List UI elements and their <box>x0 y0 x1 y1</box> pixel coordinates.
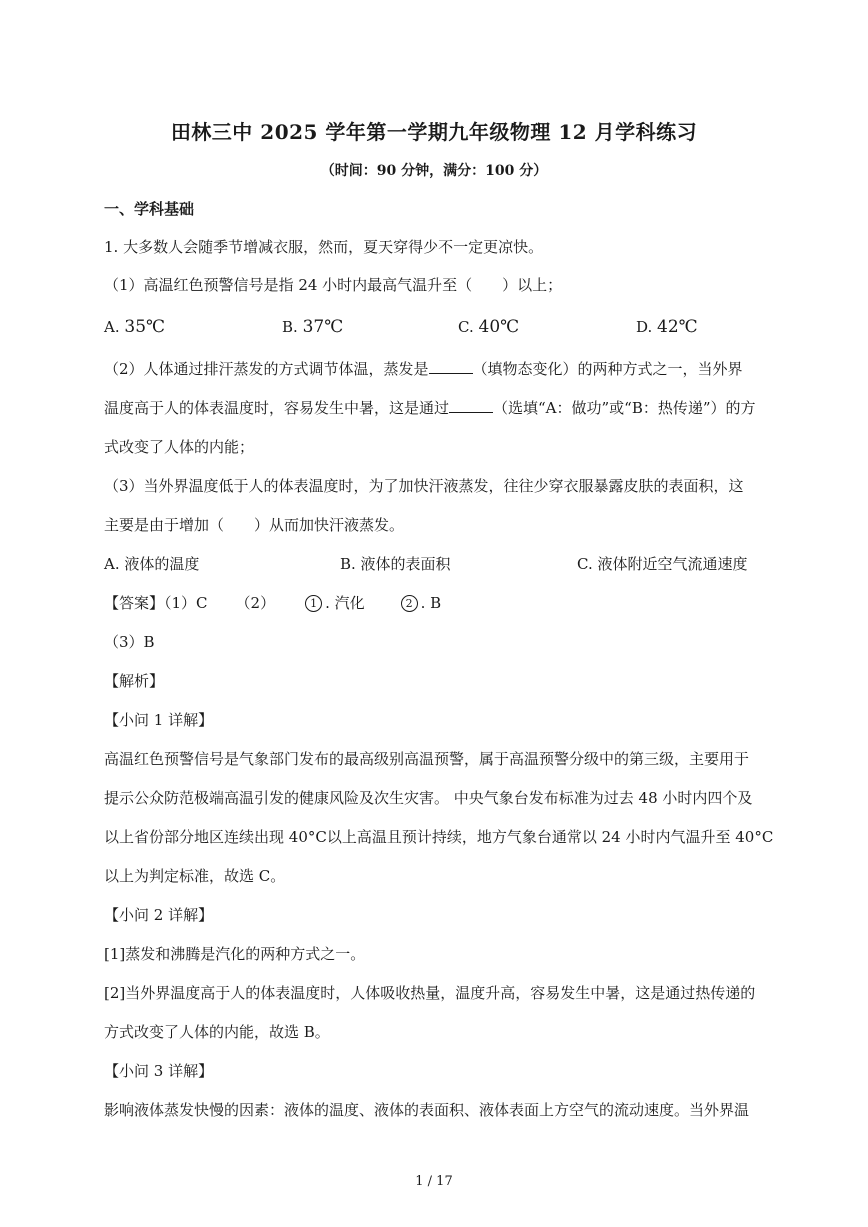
text-fragment: （选填“A：做功”或“B：热传递”）的方 <box>493 399 756 417</box>
option-letter: B. <box>282 318 298 336</box>
answer-sub-1: . 汽化 <box>325 594 365 612</box>
text-fragment: 温度高于人的体表温度时，容易发生中暑，这是通过 <box>104 399 450 417</box>
analysis-text: 方式改变了人体的内能，故选 B。 <box>104 1023 330 1041</box>
analysis-text: 高温红色预警信号是气象部门发布的最高级别高温预警，属于高温预警分级中的第三级，主要用于 <box>104 750 750 768</box>
option-value: 40℃ <box>478 317 520 337</box>
option-letter: A. <box>104 318 120 336</box>
circled-number: 2 <box>401 595 418 612</box>
option-b <box>282 316 343 338</box>
text-fragment: （2）人体通过排汗蒸发的方式调节体温，蒸发是 <box>104 360 429 378</box>
answer-line <box>104 592 764 614</box>
analysis-heading-1: 【小问 1 详解】 <box>104 711 214 729</box>
sub-question-2-line <box>104 397 764 419</box>
answer-part-3: （3）B <box>104 633 155 651</box>
option-c <box>458 316 519 338</box>
option-a <box>104 316 165 338</box>
sub-question-2-line: 式改变了人体的内能； <box>104 438 255 456</box>
exam-info: （时间：90 分钟，满分：100 分） <box>320 163 548 179</box>
text-fragment: （填物态变化）的两种方式之一，当外界 <box>472 360 743 378</box>
analysis-text: 影响液体蒸发快慢的因素：液体的温度、液体的表面积、液体表面上方空气的流动速度。当外界温 <box>104 1101 750 1119</box>
circled-number: 1 <box>305 595 322 612</box>
fill-blank <box>429 359 473 374</box>
analysis-label: 【解析】 <box>104 672 165 690</box>
analysis-heading-3: 【小问 3 详解】 <box>104 1062 214 1080</box>
sub-question-3-line: 主要是由于增加（ ）从而加快汗液蒸发。 <box>104 516 405 534</box>
page-title: 田林三中 2025 学年第一学期九年级物理 12 月学科练习 <box>170 120 698 144</box>
option-value: 35℃ <box>124 317 166 337</box>
sub-question-3-line: （3）当外界温度低于人的体表温度时，为了加快汗液蒸发，往往少穿衣服暴露皮肤的表面积，这 <box>104 477 744 495</box>
analysis-text: 以上省份部分地区连续出现 40°C以上高温且预计持续，地方气象台通常以 24 小时内气温升至 40°C <box>104 828 774 846</box>
option-c: C. 液体附近空气流通速度 <box>577 555 748 573</box>
option-letter: D. <box>636 318 653 336</box>
sub-question-1: （1）高温红色预警信号是指 24 小时内最高气温升至（ ）以上； <box>104 276 563 294</box>
page-number: 1 / 17 <box>415 1174 453 1189</box>
analysis-text: 以上为判定标准，故选 C。 <box>104 867 286 885</box>
option-b: B. 液体的表面积 <box>340 555 451 573</box>
answer-sub-2: . B <box>420 594 442 612</box>
answer-part-2: （2） <box>235 594 276 612</box>
option-value: 37℃ <box>302 317 344 337</box>
analysis-text: [1]蒸发和沸腾是汽化的两种方式之一。 <box>104 945 366 963</box>
fill-blank <box>449 398 493 413</box>
option-a: A. 液体的温度 <box>104 555 200 573</box>
analysis-text: 提示公众防范极端高温引发的健康风险及次生灾害。 中央气象台发布标准为过去 48 小时内四个及 <box>104 789 753 807</box>
sub-question-2-line <box>104 358 764 380</box>
analysis-heading-2: 【小问 2 详解】 <box>104 906 214 924</box>
analysis-text: [2]当外界温度高于人的体表温度时，人体吸收热量，温度升高，容易发生中暑，这是通过热传递的 <box>104 984 756 1002</box>
option-value: 42℃ <box>657 317 698 337</box>
answer-label: 【答案】 <box>104 594 165 612</box>
section-heading: 一、学科基础 <box>104 200 195 218</box>
question-stem: 1. 大多数人会随季节增减衣服，然而，夏天穿得少不一定更凉快。 <box>104 238 544 256</box>
option-letter: C. <box>458 318 474 336</box>
option-d <box>636 316 698 338</box>
answer-part-1: （1）C <box>164 594 208 612</box>
